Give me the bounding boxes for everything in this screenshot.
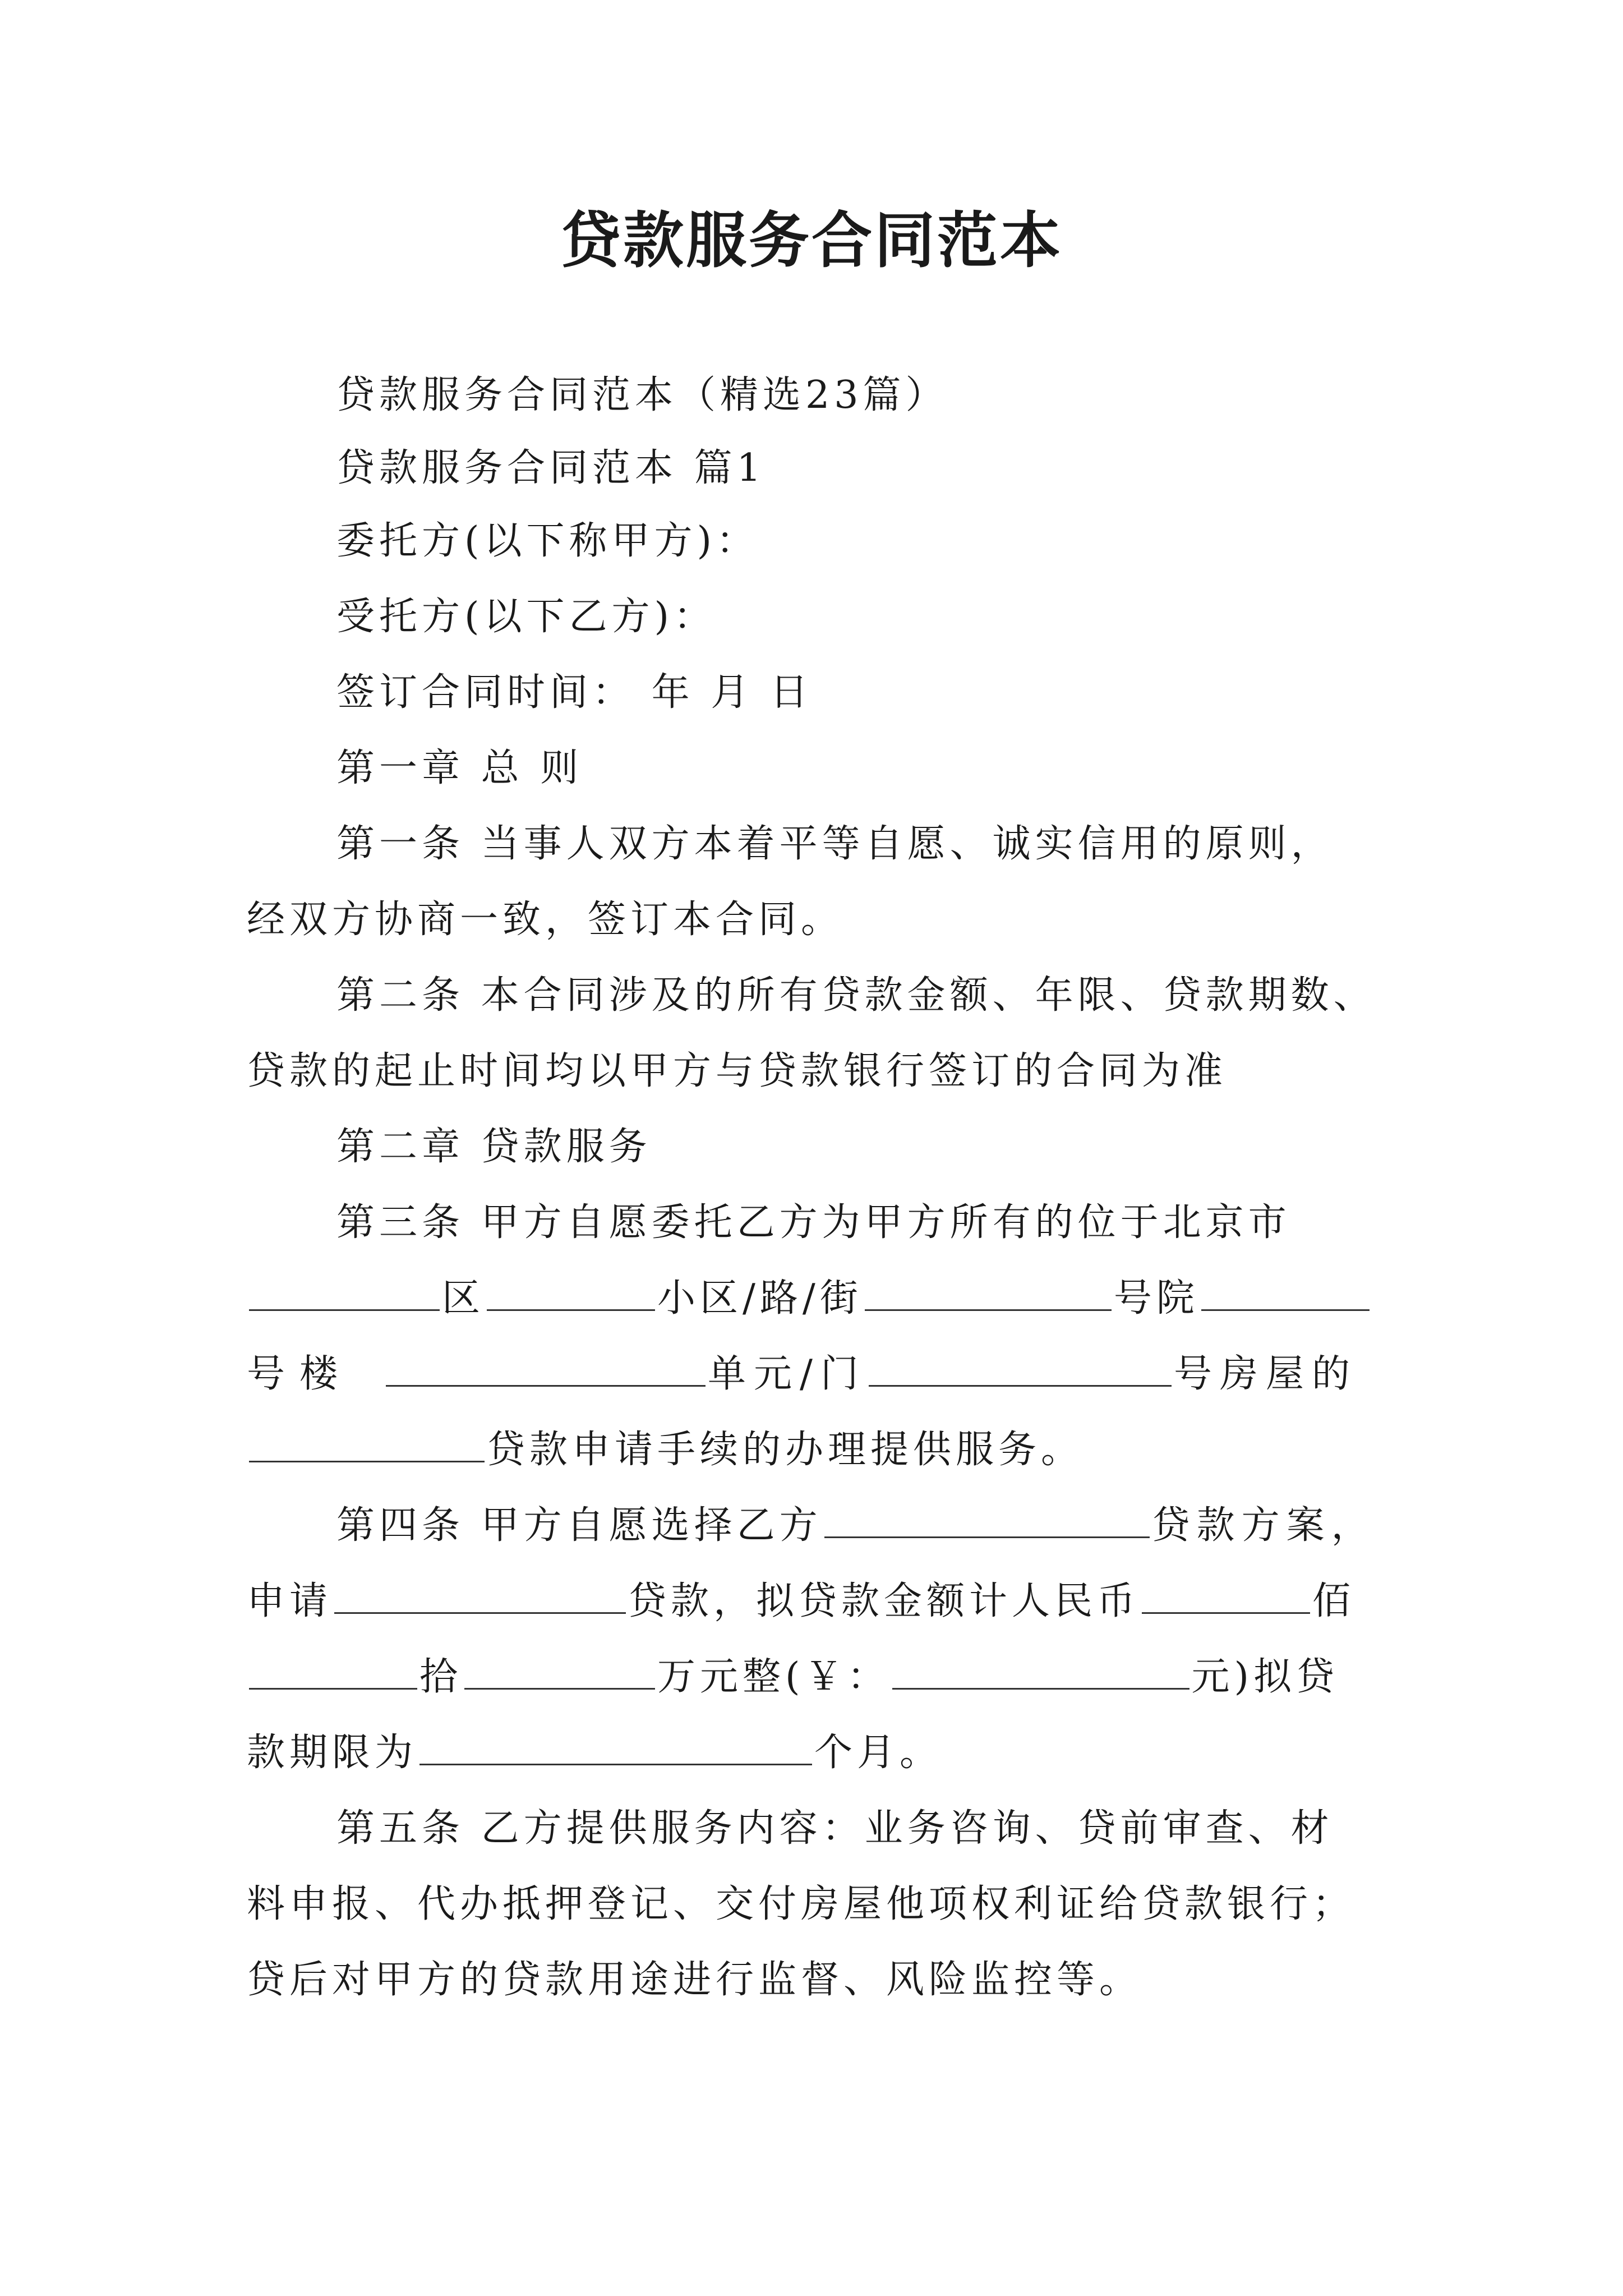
article-5-line-2: 料申报、代办抵押登记、交付房屋他项权利证给贷款银行； xyxy=(247,1882,1355,1926)
yuan-label: 元)拟贷 xyxy=(1191,1655,1339,1699)
ten-thousands-label: 万元整(￥： xyxy=(657,1655,890,1699)
unit-blank xyxy=(386,1350,706,1387)
plan-blank xyxy=(824,1502,1150,1538)
tens-label: 拾 xyxy=(419,1655,463,1699)
document-title: 贷款服务合同范本 xyxy=(560,206,1063,276)
tens-blank xyxy=(249,1653,417,1690)
compound-blank xyxy=(865,1274,1112,1311)
article-3-end: 贷款申请手续的办理提供服务。 xyxy=(487,1428,1084,1472)
party-b-line: 受托方(以下乙方)： xyxy=(336,595,717,639)
building-label: 号楼 xyxy=(247,1352,353,1396)
article-2-line-2: 贷款的起止时间均以甲方与贷款银行签订的合同为准 xyxy=(247,1049,1228,1093)
article-5-line-3: 贷后对甲方的贷款用途进行监督、风险监控等。 xyxy=(247,1958,1142,2002)
subtitle: 贷款服务合同范本（精选23篇） xyxy=(336,373,948,417)
apply-label: 申请 xyxy=(247,1579,333,1623)
district-blank xyxy=(249,1274,440,1311)
hundreds-label: 佰 xyxy=(1312,1579,1355,1623)
article-3-line-1: 第三条 甲方自愿委托乙方为甲方所有的位于北京市 xyxy=(336,1200,1291,1245)
article-1-line-2: 经双方协商一致，签订本合同。 xyxy=(247,898,844,942)
months-label: 个月。 xyxy=(814,1731,943,1775)
plan-label: 贷款方案， xyxy=(1151,1503,1376,1548)
compound-label: 号院 xyxy=(1113,1276,1199,1320)
article-4-line-4 xyxy=(247,1728,942,1778)
unit-label: 单元/门 xyxy=(708,1352,866,1396)
article-3-line-2 xyxy=(247,1273,1372,1324)
service-blank xyxy=(249,1426,485,1462)
term-blank xyxy=(419,1729,812,1765)
term-label: 款期限为 xyxy=(247,1731,418,1775)
room-label: 号房屋的 xyxy=(1173,1352,1358,1396)
chapter-2-heading: 第二章 贷款服务 xyxy=(336,1125,652,1169)
article-4-start: 第四条 甲方自愿选择乙方 xyxy=(336,1503,822,1548)
article-3-line-3 xyxy=(247,1349,1358,1400)
hundreds-blank xyxy=(1142,1577,1310,1614)
yuan-blank xyxy=(892,1653,1189,1690)
district-label: 区 xyxy=(442,1276,485,1320)
room-blank xyxy=(869,1350,1172,1387)
community-label: 小区/路/街 xyxy=(657,1276,863,1320)
article-4-line-2 xyxy=(247,1576,1355,1627)
ten-thousands-blank xyxy=(464,1653,655,1690)
article-4-line-1 xyxy=(336,1501,1376,1551)
article-3-line-4 xyxy=(247,1425,1083,1475)
piece-heading: 贷款服务合同范本 篇1 xyxy=(336,446,766,490)
building-blank xyxy=(1201,1274,1370,1311)
article-2-line-1: 第二条 本合同涉及的所有贷款金额、年限、贷款期数、 xyxy=(336,973,1376,1018)
article-1-line-1: 第一条 当事人双方本着平等自愿、诚实信用的原则， xyxy=(336,822,1334,866)
chapter-1-heading: 第一章 总 则 xyxy=(336,746,583,790)
sign-time-line: 签订合同时间： 年 月 日 xyxy=(336,670,813,715)
article-5-line-1: 第五条 乙方提供服务内容：业务咨询、贷前审查、材 xyxy=(336,1806,1334,1851)
party-a-line: 委托方(以下称甲方)： xyxy=(336,519,759,563)
apply-blank xyxy=(334,1577,626,1614)
community-blank xyxy=(487,1274,655,1311)
article-4-line-3 xyxy=(247,1652,1339,1703)
amount-label: 贷款，拟贷款金额计人民币 xyxy=(628,1579,1140,1623)
